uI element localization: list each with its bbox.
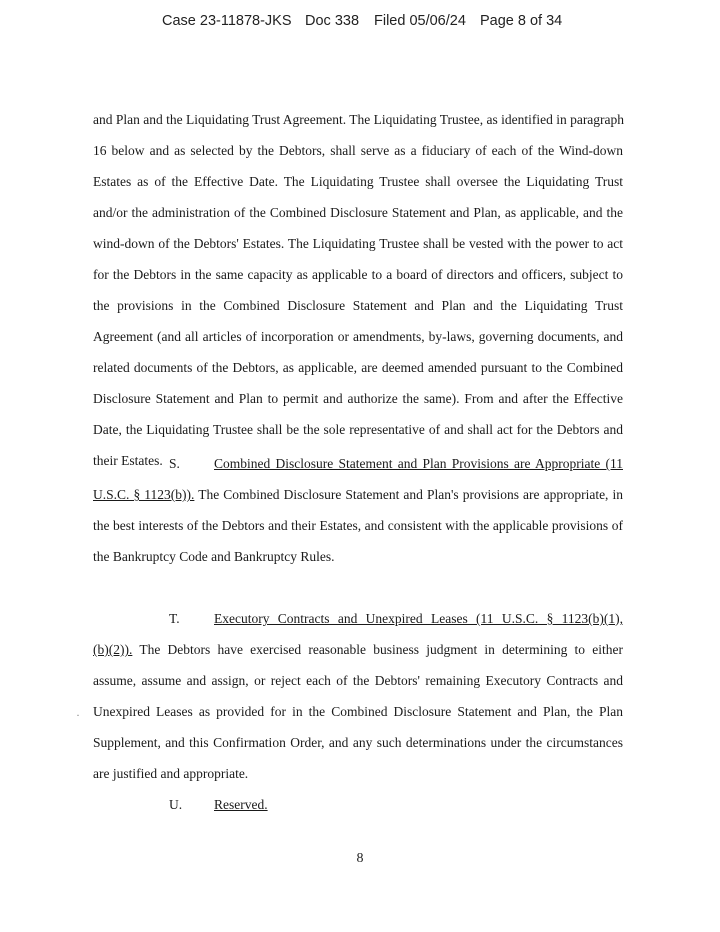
text-line: related documents of the Debtors, as applicable, are deemed amended pursuant to the Combined <box>93 360 623 375</box>
text-line: 16 below and as selected by the Debtors, shall serve as a fiduciary of each of the Wind-down <box>93 143 623 158</box>
docket-number: Doc 338 <box>305 13 360 29</box>
text-line: Unexpired Leases as provided for in the Combined Disclosure Statement and Plan, the Plan <box>93 704 623 719</box>
section-t-heading <box>93 603 623 634</box>
text-line: and/or the administration of the Combined Disclosure Statement and Plan, as applicable, and the <box>93 205 623 220</box>
text-line: the Bankruptcy Code and Bankruptcy Rules. <box>93 549 335 564</box>
text-line <box>93 634 623 665</box>
text-line: the best interests of the Debtors and their Estates, and consistent with the applicable provisions of <box>93 518 623 533</box>
text-line: for the Debtors in the same capacity as applicable to a board of directors and officers, subject to <box>93 267 623 282</box>
section-s-title: Combined Disclosure Statement and Plan Provisions are Appropriate (11 <box>214 456 623 471</box>
section-u-heading <box>93 789 623 820</box>
margin-mark: · <box>76 708 80 722</box>
text-line: the provisions in the Combined Disclosure Statement and Plan and the Liquidating Trust <box>93 298 623 313</box>
page-count: Page 8 of 34 <box>480 13 563 29</box>
text-line: Agreement (and all articles of incorporation or amendments, by-laws, governing documents, and <box>93 329 623 344</box>
text-line: Estates as of the Effective Date. The Liquidating Trustee shall oversee the Liquidating Trust <box>93 174 623 189</box>
section-s-heading <box>93 448 623 479</box>
text-line: are justified and appropriate. <box>93 766 249 781</box>
text-line: assume, assume and assign, or reject each of the Debtors' remaining Executory Contracts and <box>93 673 623 688</box>
section-t <box>93 603 623 789</box>
text-fragment: The Debtors have exercised reasonable business judgment in determining to either <box>132 642 623 657</box>
page-number: 8 <box>356 851 364 866</box>
section-t-title: Executory Contracts and Unexpired Leases (11 U.S.C. § 1123(b)(1), <box>214 611 623 626</box>
text-line: their Estates. <box>93 453 163 468</box>
section-letter: S. <box>169 456 180 471</box>
text-line: wind-down of the Debtors' Estates. The Liquidating Trustee shall be vested with the power to act <box>93 236 623 251</box>
paragraph-continuation <box>93 104 623 476</box>
text-line: Supplement, and this Confirmation Order, and any such determinations under the circumstances <box>93 735 623 750</box>
section-t-citation: (b)(2)). <box>93 642 133 657</box>
text-line <box>93 479 623 510</box>
text-line: and Plan and the Liquidating Trust Agreement. The Liquidating Trustee, as identified in paragraph <box>93 112 625 127</box>
section-s <box>93 448 623 572</box>
section-s-citation: U.S.C. § 1123(b)). <box>93 487 195 502</box>
section-u-title: Reserved. <box>214 797 268 812</box>
text-line: Disclosure Statement and Plan to permit and authorize the same). From and after the Effective <box>93 391 623 406</box>
section-u <box>93 789 623 820</box>
case-number: Case 23-11878-JKS <box>162 13 292 29</box>
text-line: Date, the Liquidating Trustee shall be the sole representative of and shall act for the Debtors and <box>93 422 623 437</box>
page-header <box>0 13 720 33</box>
section-letter: U. <box>169 797 183 812</box>
section-letter: T. <box>169 611 180 626</box>
filed-date: Filed 05/06/24 <box>374 13 466 29</box>
text-fragment: The Combined Disclosure Statement and Plan's provisions are appropriate, in <box>194 487 624 502</box>
